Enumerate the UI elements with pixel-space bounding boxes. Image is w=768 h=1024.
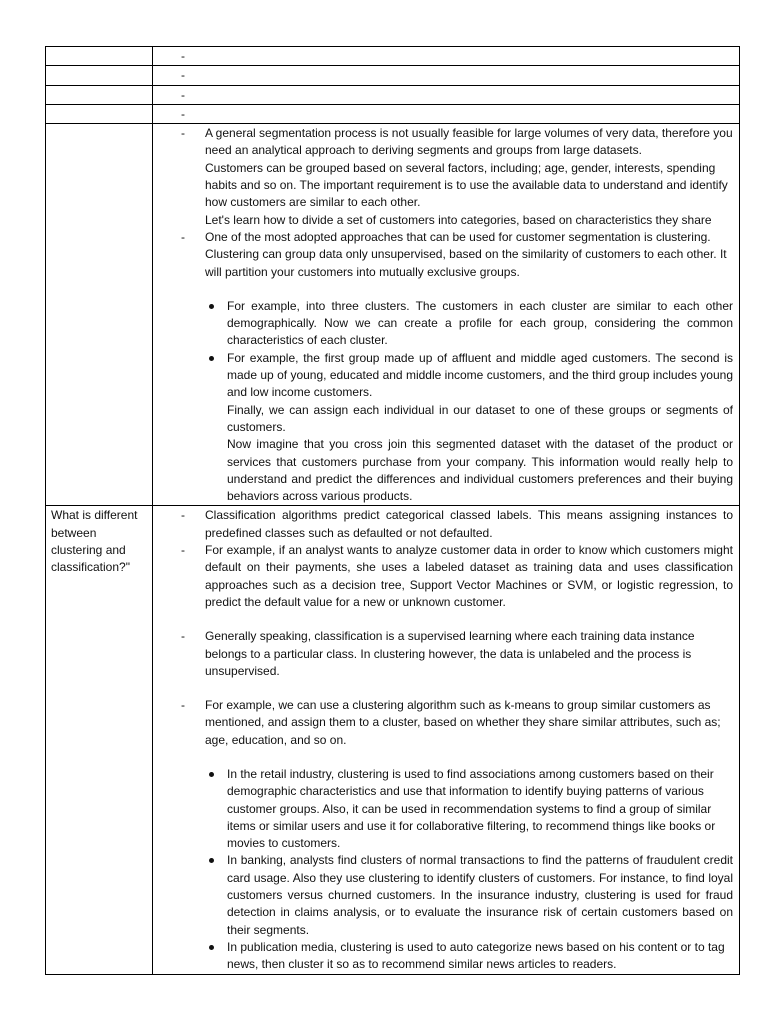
table-cell-right: [153, 47, 740, 66]
document-page: [45, 46, 740, 975]
bullet-list-item: [175, 298, 733, 350]
table-cell-right: [153, 124, 740, 506]
dash-marker: -: [181, 106, 185, 121]
table-cell-right: [153, 104, 740, 123]
table-row: [46, 104, 740, 123]
table-cell-left: [46, 104, 153, 123]
paragraph: - For example, we can use a clustering algorithm such as k-means to group similar customers as mentioned, and assign them to a cluster, based on whether they share similar attributes, such as; age, education, and so on.: [205, 698, 721, 747]
paragraph: For example, the first group made up of affluent and middle aged customers. The second is made up of young, educated and middle income customers, and the third group includes young and low income customers.: [227, 350, 733, 400]
dash-list-item: [175, 628, 733, 680]
notes-table: [45, 46, 740, 975]
dash-marker: -: [181, 49, 185, 63]
table-row: [46, 47, 740, 66]
dash-marker: -: [181, 68, 185, 83]
paragraph: - Generally speaking, classification is a supervised learning where each training data instance belongs to a particular class. In clustering however, the data is unlabeled and the process is unsupervised.: [205, 629, 695, 678]
paragraph: In banking, analysts find clusters of normal transactions to find the patterns of fraudulent credit card usage. Also they use clustering to identify clusters of customers. For instance, to find loyal customers versus churned customers. In the insurance industry, clustering is used for fraud detection in claims analysis, or to evaluate the insurance risk of certain customers based on their segments.: [227, 853, 733, 937]
dash-list-item: [175, 125, 733, 229]
paragraph: Let's learn how to divide a set of customers into categories, based on characteristics they share: [205, 212, 712, 227]
bullet-list-item: [175, 350, 733, 506]
paragraph: - For example, if an analyst wants to analyze customer data in order to know which customers might default on their payments, she uses a labeled dataset as training data and uses classification approaches such as a decision tree, Support Vector Machines or SVM, or logistic regression, to predict the default value for a new or unknown customer.: [205, 543, 733, 609]
table-cell-left: [46, 124, 153, 506]
paragraph: - One of the most adopted approaches that can be used for customer segmentation is clustering. Clustering can group data only unsupervised, based on the similarity of customers to each other. It will partition your customers into mutually exclusive groups.: [205, 229, 727, 279]
dash-list-item: [175, 507, 733, 542]
table-row: [46, 66, 740, 85]
paragraph: Finally, we can assign each individual in our dataset to one of these groups or segments of customers.: [227, 402, 733, 434]
dash-list-item: [175, 542, 733, 611]
paragraph: - A general segmentation process is not usually feasible for large volumes of very data, therefore you need an analytical approach to deriving segments and groups from large datasets.: [205, 126, 733, 158]
table-cell-left: [46, 47, 153, 66]
table-cell-left: [46, 85, 153, 104]
dash-list-item: [175, 697, 733, 749]
paragraph: Now imagine that you cross join this segmented dataset with the dataset of the product or services that customers purchase from your company. This information would really help to understand and predict the differences and individual customers preferences and their buying behaviors across various products.: [227, 437, 733, 504]
table-cell-right: [153, 85, 740, 104]
table-row: [46, 85, 740, 104]
paragraph: For example, into three clusters. The customers in each cluster are similar to each other demographically. Now we can create a profile for each group, considering the common characteristics of each cluster.: [227, 298, 733, 348]
table-cell-left: [46, 66, 153, 85]
table-cell-right: [153, 66, 740, 85]
paragraph: Customers can be grouped based on several factors, including; age, gender, interests, spending habits and so on. The important requirement is to use the available data to understand and identify how customers are similar to each other.: [205, 160, 728, 210]
paragraph: In the retail industry, clustering is used to find associations among customers based on their demographic characteristics and use that information to identify buying patterns of various customer groups. Also, it can be used in recommendation systems to find a group of similar items or similar users and use it for collaborative filtering, to recommend things like books or movies to customers.: [227, 766, 716, 851]
paragraph: In publication media, clustering is used to auto categorize news based on his content or to tag news, then cluster it so as to recommend similar news articles to readers.: [227, 939, 725, 972]
paragraph: - Classification algorithms predict categorical classed labels. This means assigning instances to predefined classes such as defaulted or not defaulted.: [205, 508, 733, 540]
dash-list-item: [175, 229, 733, 281]
table-row-classification: [46, 506, 740, 974]
question-label: What is different between clustering and classification?": [46, 506, 153, 974]
table-row-segmentation: [46, 124, 740, 506]
bullet-list-item: [175, 766, 733, 852]
bullet-list-item: [175, 939, 733, 974]
bullet-list-item: [175, 852, 733, 938]
dash-marker: -: [181, 87, 185, 102]
table-cell-right: [153, 506, 740, 974]
